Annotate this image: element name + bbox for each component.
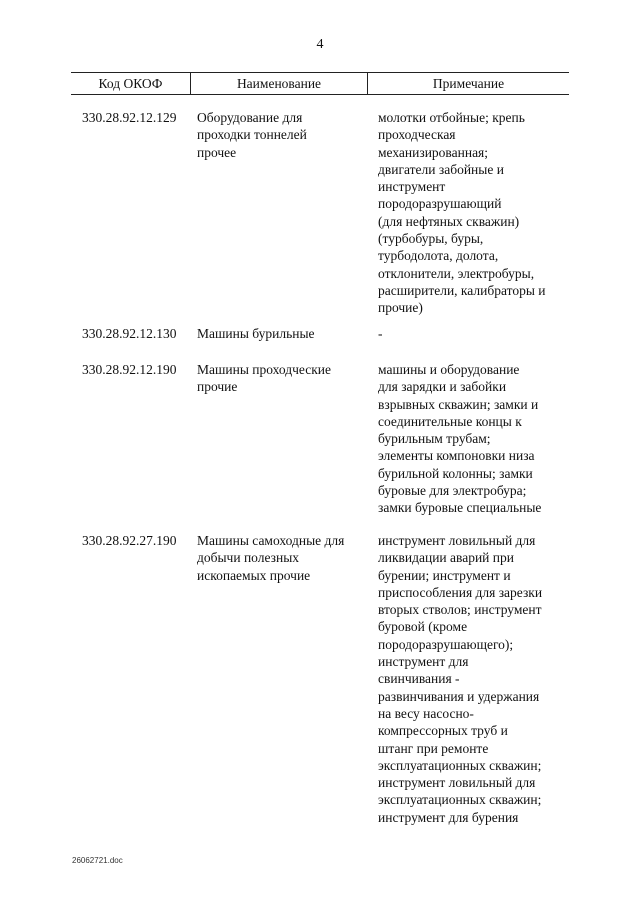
item-name [197,361,369,396]
item-name [197,532,369,584]
note-line: турбодолота, долота, [378,248,499,264]
note-line: молотки отбойные; крепь [378,110,525,125]
name-line: добычи полезных [197,550,300,566]
okof-code: 330.28.92.27.190 [82,533,177,548]
note-line: инструмент ловильный для [378,775,536,791]
item-note [378,325,578,342]
note-line: ликвидации аварий при [378,550,514,566]
item-name [197,325,369,342]
name-line: Машины самоходные для [197,533,345,548]
note-line: бурильным трубам; [378,431,491,447]
note-line: - [378,326,383,341]
note-line: вторых стволов; инструмент [378,602,542,618]
note-line: породоразрушающего); [378,636,514,652]
note-line: на весу насосно- [378,705,474,721]
okof-code: 330.28.92.12.129 [82,110,177,125]
item-name [197,109,369,161]
header-note: Примечание [432,76,505,91]
note-line: штанг при ремонте [378,740,489,756]
note-line: приспособления для зарезки [378,584,543,600]
name-line: прочее [197,144,237,160]
header-code: Код ОКОФ [71,73,191,94]
note-line: (для нефтяных скважин) [378,213,520,229]
note-line: компрессорных труб и [378,723,508,739]
okof-code: 330.28.92.12.190 [82,362,177,377]
note-line: прочие) [378,300,423,316]
note-line: соединительные концы к [378,413,522,429]
note-line: элементы компоновки низа [378,448,535,464]
item-note [378,109,578,317]
note-line: расширители, калибраторы и [378,282,546,298]
header-name: Наименование [191,73,368,94]
note-line: механизированная; [378,144,489,160]
note-line: эксплуатационных скважин; [378,792,542,808]
note-line: развинчивания и удержания [378,688,540,704]
name-line: Машины проходческие [197,362,332,377]
note-line: машины и оборудование [378,362,520,377]
note-line: бурильной колонны; замки [378,465,533,481]
page-number: 4 [316,37,324,52]
name-line: Машины бурильные [197,326,315,341]
note-line: бурении; инструмент и [378,567,511,583]
note-line: двигатели забойные и [378,161,504,177]
document-filename: 26062721.doc [72,856,123,865]
note-line: инструмент [378,179,446,195]
note-line: для зарядки и забойки [378,379,507,395]
name-line: прочие [197,379,238,395]
okof-code: 330.28.92.12.130 [82,326,177,341]
table-header [71,72,569,95]
note-line: свинчивания - [378,671,460,687]
note-line: инструмент для [378,654,469,670]
name-line: ископаемых прочие [197,567,311,583]
note-line: буровые для электробура; [378,483,527,499]
note-line: проходческая [378,127,456,143]
note-line: буровой (кроме [378,619,468,635]
name-line: Оборудование для [197,110,303,125]
note-line: инструмент для бурения [378,809,519,825]
note-line: инструмент ловильный для [378,533,536,548]
note-line: породоразрушающий [378,196,502,212]
item-note [378,532,578,826]
note-line: эксплуатационных скважин; [378,757,542,773]
note-line: отклонители, электробуры, [378,265,535,281]
name-line: проходки тоннелей [197,127,307,143]
note-line: взрывных скважин; замки и [378,396,539,412]
note-line: замки буровые специальные [378,500,542,516]
note-line: (турбобуры, буры, [378,231,484,247]
item-note [378,361,578,517]
